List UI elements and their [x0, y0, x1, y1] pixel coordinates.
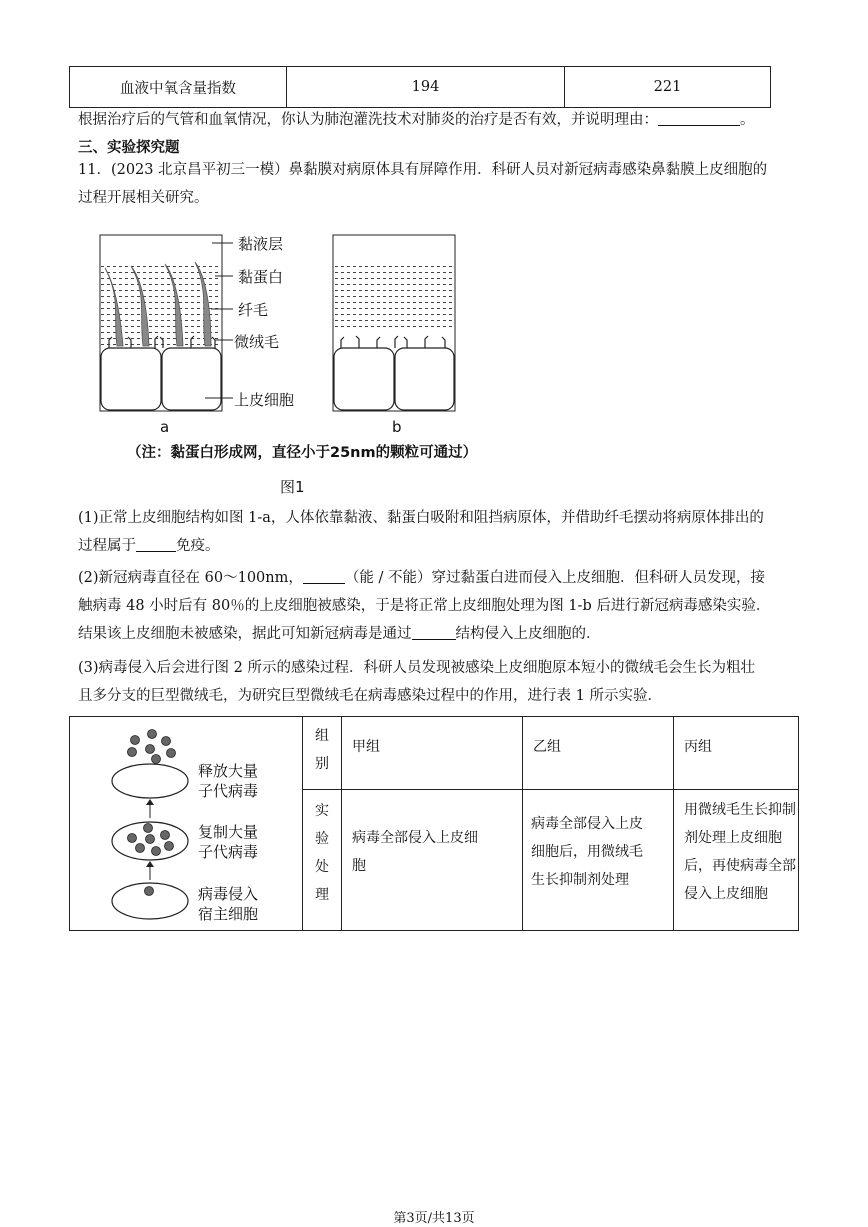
- header-yi: 乙组: [523, 717, 674, 790]
- step-invade-label: 病毒侵入 宿主细胞: [198, 885, 259, 923]
- step-replicate-label: 复制大量 子代病毒: [198, 823, 259, 861]
- label-mucus: 黏液层: [238, 235, 284, 253]
- oxygen-index-table: [69, 66, 771, 108]
- cell-bing: 用微绒毛生长抑制 剂处理上皮细胞 后，再使病毒全部 侵入上皮细胞: [674, 790, 799, 931]
- question-1: (1)正常上皮细胞结构如图 1-a，人体依靠黏液、黏蛋白吸附和阻挡病原体，并借助纤毛摆动将病原体排出的 过程属于 免疫。: [78, 510, 764, 554]
- answer-blank[interactable]: [303, 567, 345, 584]
- header-bing: 丙组: [674, 717, 799, 790]
- answer-blank[interactable]: [136, 535, 176, 552]
- question-2: (2)新冠病毒直径在 60～100nm， （能 / 不能）穿过黏蛋白进而侵入上皮细胞．但科研人员发现，接 触病毒 48 小时后有 80％的上皮细胞被感染，于是将正常上皮细胞处理为图 1-b 后进行新冠病毒感染实验． 结果该上皮细胞未被感染，据此可知新冠病毒是通过 结构侵入上皮细胞的．: [78, 564, 798, 648]
- question-tail: 根据治疗后的气管和血氧情况，你认为肺泡灌洗技术对肺炎的治疗是否有效，并说明理由： 。: [78, 106, 798, 134]
- section-heading: 三、实验探究题: [78, 139, 180, 156]
- cell-yi: 病毒全部侵入上皮 细胞后，用微绒毛 生长抑制剂处理: [523, 790, 674, 931]
- figure-1-note: （注：黏蛋白形成网，直径小于25nm的颗粒可通过）: [127, 445, 478, 461]
- panel-a-label: a: [160, 418, 170, 436]
- value-cell: 194: [287, 67, 565, 108]
- figure-1-caption: 图1: [280, 478, 305, 496]
- step-release-label: 释放大量 子代病毒: [198, 762, 259, 800]
- label-epithelial-cell: 上皮细胞: [234, 391, 295, 409]
- value-cell: 221: [565, 67, 771, 108]
- row-label-treatment: 实 验 处 理: [303, 790, 342, 931]
- panel-b: [333, 235, 455, 411]
- label-cilia: 纤毛: [238, 301, 269, 319]
- question-3: (3)病毒侵入后会进行图 2 所示的感染过程．科研人员发现被感染上皮细胞原本短小的微绒毛会生长为粗壮 且多分支的巨型微绒毛，为研究巨型微绒毛在病毒感染过程中的作用，进行表 1 所示实验．: [78, 660, 755, 704]
- header-jia: 甲组: [342, 717, 523, 790]
- figure-2-cell: [70, 717, 303, 931]
- row-label: 血液中氧含量指数: [70, 67, 287, 108]
- table-row: [70, 717, 799, 790]
- panel-b-label: b: [392, 418, 402, 436]
- answer-blank[interactable]: [658, 109, 740, 126]
- table-row: [70, 67, 771, 108]
- figure-2-diagram: [70, 717, 300, 925]
- page-footer: 第3页/共13页: [393, 1211, 475, 1226]
- q11-intro: 11．(2023 北京昌平初三一模）鼻黏膜对病原体具有屏障作用．科研人员对新冠病毒感染鼻黏膜上皮细胞的 过程开展相关研究。: [78, 162, 768, 206]
- cell-jia: 病毒全部侵入上皮细 胞: [342, 790, 523, 931]
- label-microvilli: 微绒毛: [234, 333, 280, 351]
- header-group: 组 别: [303, 717, 342, 790]
- panel-a: [100, 235, 233, 411]
- answer-blank[interactable]: [412, 623, 456, 640]
- figure-1-diagram: [95, 228, 515, 468]
- label-mucin: 黏蛋白: [238, 268, 284, 286]
- experiment-table: [69, 716, 799, 931]
